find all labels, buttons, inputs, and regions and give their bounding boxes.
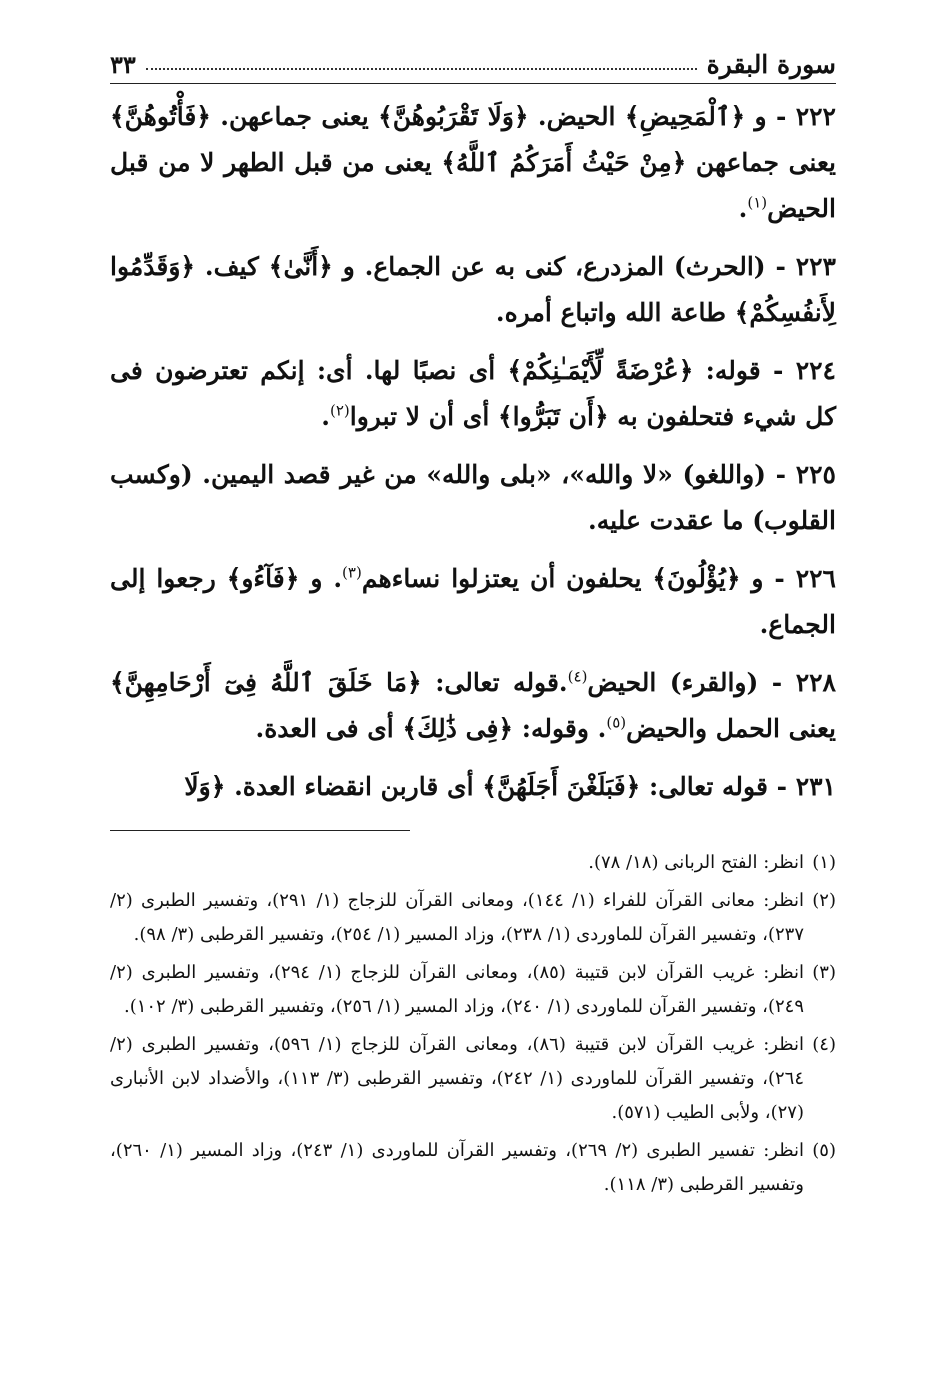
running-header [110, 40, 836, 84]
main-text [110, 94, 836, 822]
surah-title: سورة البقرة [706, 50, 836, 79]
footnote-ref[interactable]: (٣) [342, 563, 362, 582]
entry-226: ٢٢٦ - و ﴿يُؤْلُونَ﴾ يحلفون أن يعتزلوا نساءهم$^{(٣)}$. و ﴿فَآءُو﴾ رجعوا إلى الجماع. [110, 563, 836, 639]
footnote-ref[interactable]: (٥) [606, 713, 627, 732]
entry-223: ٢٢٣ - (الحرث) المزدرع، كنى به عن الجماع. و ﴿أَنَّىٰ﴾ كيف. ﴿وَقَدِّمُوا لِأَنفُسِكُمْ﴾ طاعة الله واتباع أمره. [110, 252, 836, 327]
book-page [110, 40, 836, 1340]
footnote-ref[interactable]: (١) [747, 193, 768, 212]
footnote-3: (٣) انظر: غريب القرآن لابن قتيبة (٨٥)، ومعانى القرآن للزجاج (١/ ٢٩٤)، وتفسير الطبرى (٢/ ٢٤٩)، وتفسير القرآن للماوردى (١/ ٢٤٠)، وزاد المسير (١/ ٢٥٦)، وتفسير القرطبى (٣/ ١٠٢). [110, 962, 836, 1017]
footnote-1: (١) انظر: الفتح الربانى (١٨/ ٧٨). [588, 852, 836, 873]
entry-222: ٢٢٢ - و ﴿ٱلْمَحِيضِ﴾ الحيض. ﴿وَلَا تَقْرَبُوهُنَّ﴾ يعنى جماعهن. ﴿فَأْتُوهُنَّ﴾ يعنى جماعهن ﴿مِنْ حَيْثُ أَمَرَكُمُ ٱللَّهُ﴾ يعنى من قبل الطهر لا من قبل الحيض$^{(١)}$. [110, 102, 836, 223]
footnote-ref[interactable]: (٤) [567, 667, 588, 686]
header-dot-leader [146, 68, 697, 70]
page-number: ٣٣ [110, 50, 136, 79]
entry-228: ٢٢٨ - (والقرء) الحيض$^{(٤)}$.قوله تعالى: ﴿مَا خَلَقَ ٱللَّهُ فِىٓ أَرْحَامِهِنَّ﴾ يعنى الحمل والحيض$^{(٥)}$. وقوله: ﴿فِى ذَٰلِكَ﴾ أى فى العدة. [110, 667, 836, 743]
footnote-5: (٥) انظر: تفسير الطبرى (٢/ ٢٦٩)، وتفسير القرآن للماوردى (١/ ٢٤٣)، وزاد المسير (١/ ٢٦٠)، وتفسير القرطبى (٣/ ١١٨). [110, 1140, 836, 1195]
footnote-2: (٢) انظر: معانى القرآن للفراء (١/ ١٤٤)، ومعانى القرآن للزجاج (١/ ٢٩١)، وتفسير الطبرى (٢/ ٢٣٧)، وتفسير القرآن للماوردى (١/ ٢٣٨)، وزاد المسير (١/ ٢٥٤)، وتفسير القرطبى (٣/ ٩٨). [110, 890, 836, 945]
entry-225: ٢٢٥ - (واللغو) «لا والله»، «بلى والله» من غير قصد اليمين. (وكسب القلوب) ما عقدت عليه. [110, 460, 836, 535]
footnote-separator [110, 830, 410, 831]
footnote-4: (٤) انظر: غريب القرآن لابن قتيبة (٨٦)، ومعانى القرآن للزجاج (١/ ٥٩٦)، وتفسير الطبرى (٢/ ٢٦٤)، وتفسير القرآن للماوردى (١/ ٢٤٢)، وتفسير القرطبى (٣/ ١١٣)، والأضداد لابن الأنبارى (٢٧)، ولأبى الطيب (٥٧١). [110, 1034, 836, 1123]
footnotes [110, 846, 836, 1206]
entry-231: ٢٣١ - قوله تعالى: ﴿فَبَلَغْنَ أَجَلَهُنَّ﴾ أى قاربن انقضاء العدة. ﴿وَلَا [184, 772, 836, 801]
footnote-ref[interactable]: (٢) [330, 401, 350, 420]
entry-224: ٢٢٤ - قوله: ﴿عُرْضَةً لِّأَيْمَـٰنِكُمْ﴾ أى نصبًا لها. أى: إنكم تعترضون فى كل شيء فتحلفون به ﴿أَن تَبَرُّوا﴾ أى أن لا تبروا$^{(٢)}$. [110, 356, 836, 431]
